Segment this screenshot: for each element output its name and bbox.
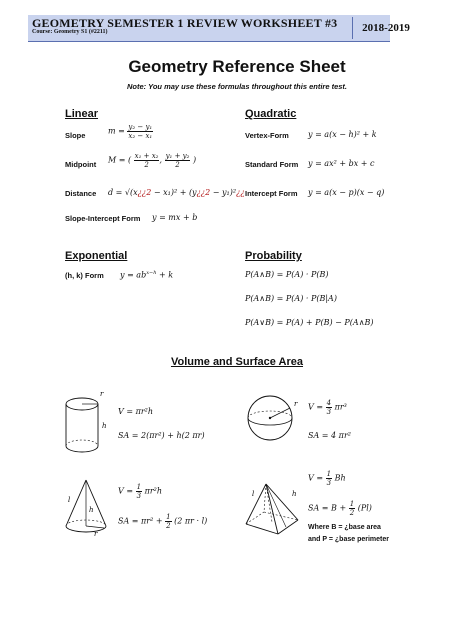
midpoint-fraction-x [134, 152, 163, 169]
sphere-r-label: r [294, 400, 298, 408]
sphere-v-den: 3 [326, 408, 332, 416]
pyramid-figure [240, 480, 304, 540]
cone-right-edge [86, 480, 106, 526]
pyramid-sa-lhs: SA = B + [308, 503, 347, 513]
pyramid-l-label: l [252, 490, 255, 498]
sphere-radius [270, 408, 290, 418]
volume-heading-text: Volume and Surface Area [170, 356, 304, 368]
standard-form-label: Standard Form [245, 160, 299, 169]
cone-volume [118, 483, 162, 500]
midpoint-label: Midpoint [65, 160, 97, 169]
cone-h-label: h [89, 506, 94, 514]
cylinder-volume: V = πr²h [118, 407, 154, 416]
cone-sa-lhs: SA = πr² + [118, 516, 163, 526]
pyramid-note-base-area: Where B = ¿base area [308, 524, 381, 531]
cylinder-bottom-hidden [66, 440, 98, 446]
pyramid-base-front-left [246, 524, 278, 534]
worksheet-header [28, 15, 410, 42]
page-title: Geometry Reference Sheet [128, 57, 346, 76]
distance-formula [108, 188, 245, 197]
cone-sa-num: 1 [166, 513, 171, 521]
cylinder-figure [62, 390, 108, 458]
pyramid-sa-num: 1 [349, 500, 355, 508]
probability-formula-3: P(A∨B) = P(A) + P(B) − P(A∧B) [245, 318, 374, 327]
vertex-form-label: Vertex-Form [245, 131, 289, 140]
sphere-v-rhs: πr³ [334, 402, 347, 412]
distance-part-d: ¿¿2 [196, 188, 211, 197]
cone-sa-rhs: (2 πr · l) [174, 516, 208, 526]
pyramid-sa-fraction [349, 500, 355, 517]
cone-surface-area [118, 513, 207, 530]
probability-formula-2: P(A∧B) = P(A) · P(B|A) [245, 294, 337, 303]
pyramid-slant-height [266, 484, 286, 527]
pyramid-base-front-right [278, 520, 298, 534]
cone-l-label: l [68, 496, 71, 504]
pyramid-v-rhs: Bh [334, 473, 346, 483]
slope-numerator: y₂ − y₁ [128, 123, 153, 131]
cone-figure [62, 476, 114, 538]
distance-part-f: ¿¿ [236, 188, 245, 197]
exponential-heading: Exponential [65, 250, 128, 262]
pyramid-v-fraction [326, 470, 332, 487]
sphere-surface-area: SA = 4 πr² [308, 431, 351, 440]
pyramid-edge-left [246, 484, 266, 524]
midpoint-num-y: y₁ + y₂ [165, 152, 190, 160]
midpoint-sep: , [159, 155, 163, 165]
slope-lhs: m = [108, 126, 125, 136]
standard-form-formula: y = ax² + bx + c [308, 159, 375, 168]
sphere-v-lhs: V = [308, 402, 324, 412]
pyramid-v-num: 1 [326, 470, 332, 478]
intercept-form-label: Intercept Form [245, 189, 298, 198]
cone-sa-den: 2 [166, 522, 171, 530]
pyramid-v-lhs: V = [308, 473, 324, 483]
hk-form-label: (h, k) Form [65, 271, 104, 280]
cone-v-fraction [136, 483, 142, 500]
distance-part-e: − y₁)² [210, 188, 237, 197]
slope-label: Slope [65, 131, 86, 140]
midpoint-rhs: ) [192, 155, 197, 165]
worksheet-title: GEOMETRY SEMESTER 1 REVIEW WORKSHEET #3 [32, 16, 338, 30]
slope-fraction [127, 123, 153, 140]
linear-heading: Linear [65, 108, 99, 120]
probability-heading: Probability [245, 250, 302, 262]
volume-heading [0, 356, 474, 368]
hk-form-formula [120, 270, 173, 280]
sphere-center [269, 417, 271, 419]
hk-tail: + k [156, 270, 174, 280]
usage-note: Note: You may use these formulas throughout this entire test. [126, 82, 348, 91]
quadratic-heading: Quadratic [245, 108, 297, 120]
distance-part-b: ¿¿2 [137, 188, 152, 197]
cylinder-bottom [66, 446, 98, 452]
cone-r-label: r [94, 530, 98, 538]
midpoint-den-y: 2 [175, 161, 180, 169]
sphere-figure [244, 392, 304, 444]
hk-base: y = ab [120, 270, 147, 280]
pyramid-sa-den: 2 [349, 509, 355, 517]
probability-formula-1: P(A∧B) = P(A) · P(B) [245, 270, 329, 279]
cone-base-front [66, 526, 106, 532]
slope-intercept-formula: y = mx + b [152, 213, 198, 222]
slope-intercept-label: Slope-Intercept Form [65, 214, 141, 223]
cone-v-rhs: πr²h [144, 486, 163, 496]
cone-sa-fraction [165, 513, 171, 530]
course-line: Course: Geometry S1 (#2211) [32, 29, 108, 35]
cone-radius [86, 526, 104, 528]
intercept-form-formula: y = a(x − p)(x − q) [308, 188, 385, 197]
midpoint-num-x: x₁ + x₂ [134, 152, 159, 160]
pyramid-sa-rhs: (Pl) [357, 503, 372, 513]
slope-formula [108, 123, 153, 140]
cone-v-lhs: V = [118, 486, 134, 496]
pyramid-edge-front [266, 484, 278, 534]
pyramid-h-label: h [292, 490, 297, 498]
midpoint-den-x: 2 [144, 161, 149, 169]
sphere-volume [308, 399, 347, 416]
cone-v-den: 3 [136, 492, 142, 500]
slope-denominator: x₂ − x₁ [128, 132, 153, 140]
sphere-v-num: 4 [326, 399, 332, 407]
pyramid-v-den: 3 [326, 479, 332, 487]
midpoint-formula [108, 152, 196, 169]
midpoint-fraction-y [165, 152, 191, 169]
distance-label: Distance [65, 189, 97, 198]
school-year: 2018-2019 [352, 17, 419, 39]
cone-v-num: 1 [136, 483, 142, 491]
pyramid-note-base-perimeter: and P = ¿base perimeter [308, 536, 389, 543]
vertex-form-formula: y = a(x − h)² + k [308, 130, 377, 139]
midpoint-lhs: M = ( [108, 155, 132, 165]
cylinder-h-label: h [102, 422, 107, 430]
hk-exponent: x−h [146, 270, 157, 276]
pyramid-surface-area [308, 500, 372, 517]
cylinder-surface-area: SA = 2(πr²) + h(2 πr) [118, 431, 205, 440]
pyramid-volume [308, 470, 346, 487]
distance-part-a: d = √(x [108, 188, 138, 197]
sphere-v-fraction [326, 399, 332, 416]
distance-part-c: − x₁)² + (y [151, 188, 197, 197]
cylinder-r-label: r [100, 390, 104, 398]
